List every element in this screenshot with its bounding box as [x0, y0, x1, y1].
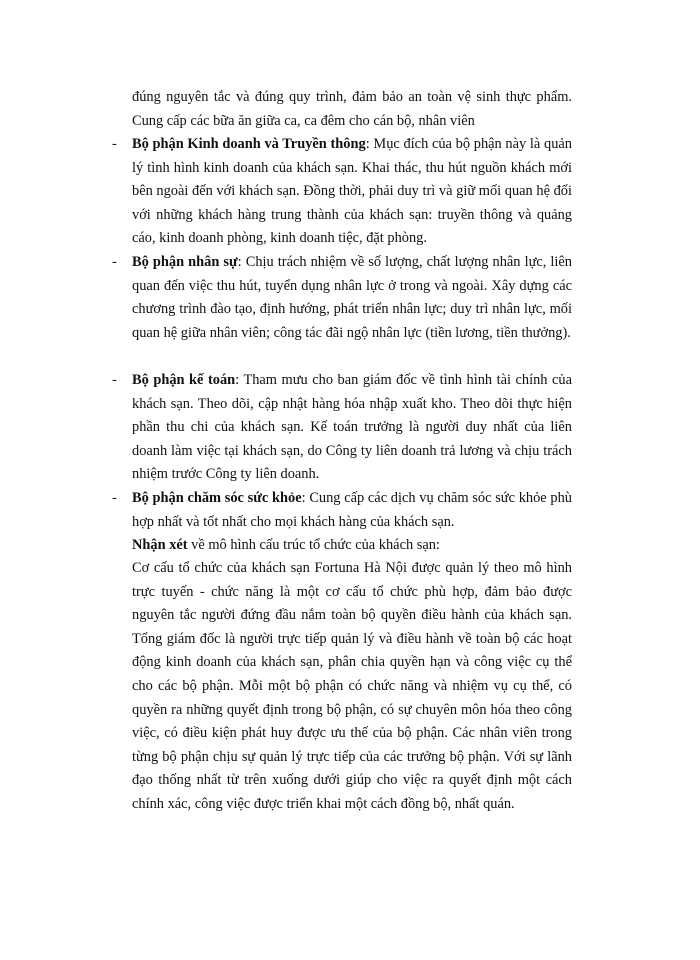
- bullet-dash: -: [112, 136, 117, 152]
- bullet-health-care: [132, 487, 572, 534]
- remark-text: về mô hình cấu trúc tổ chức của khách sạn:: [187, 537, 440, 553]
- bullet-text: : Cung cấp các dịch vụ chăm sóc sức khỏe phù hợp nhất và tốt nhất cho mọi khách hàng của khách sạn.: [132, 490, 572, 530]
- bullet-heading: Bộ phận Kinh doanh và Truyền thông: [132, 136, 366, 152]
- bullet-heading: Bộ phận chăm sóc sức khỏe: [132, 490, 302, 506]
- bullet-heading: Bộ phận nhân sự: [132, 254, 238, 270]
- bullet-accounting: [132, 369, 572, 487]
- bullet-human-resources: [132, 251, 572, 345]
- bullet-text: : Chịu trách nhiệm về số lượng, chất lượng nhân lực, liên quan đến việc thu hút, tuyển dụng nhân lực ở trong và ngoài. Xây dựng các chương trình đào tạo, định hướng, phát triển nhân lực; duy trì nhân lực, mối quan hệ giữa nhân viên; công tác đãi ngộ nhân lực (tiền lương, tiền thưởng).: [132, 254, 573, 341]
- bullet-heading: Bộ phận kế toán: [132, 372, 236, 388]
- bullet-sales-marketing: [132, 133, 572, 251]
- continuation-paragraph: đúng nguyên tắc và đúng quy trình, đảm bảo an toàn vệ sinh thực phẩm. Cung cấp các bữa ăn giữa ca, ca đêm cho cán bộ, nhân viên: [132, 89, 572, 129]
- remark-line: [132, 534, 572, 558]
- bullet-text: : Mục đích của bộ phận này là quản lý tình hình kinh doanh của khách sạn. Khai thác, thu hút nguồn khách mới bên ngoài đến với khách sạn. Đồng thời, phải duy trì và giữ mối quan hệ đối với những khách hàng trung thành của khách sạn: truyền thông và quảng cáo, kinh doanh phòng, kinh doanh tiệc, đặt phòng.: [132, 136, 572, 247]
- structure-assessment-paragraph: Cơ cấu tổ chức của khách sạn Fortuna Hà Nội được quản lý theo mô hình trực tuyến - chức năng là một cơ cấu tổ chức phù hợp, đảm bảo được nguyên tắc người đứng đầu nắm toàn bộ quyền điều hành của khách sạn. Tổng giám đốc là người trực tiếp quản lý và điều hành về toàn bộ các hoạt động kinh doanh của khách sạn, phân chia quyền hạn và công việc cụ thể cho các bộ phận. Mỗi một bộ phận có chức năng và nhiệm vụ cụ thể, có quyền ra những quyết định trong bộ phận, có sự chuyên môn hóa theo công việc, có điều kiện phát huy được ưu thế của bộ phận. Các nhân viên trong từng bộ phận chịu sự quản lý trực tiếp của các trưởng bộ phận. Với sự lãnh đạo thống nhất từ trên xuống dưới giúp cho việc ra quyết định một cách chính xác, công việc được triển khai một cách đồng bộ, nhất quán.: [132, 560, 572, 812]
- bullet-text: : Tham mưu cho ban giám đốc về tình hình tài chính của khách sạn. Theo dõi, cập nhật hàng hóa nhập xuất kho. Theo dõi thực hiện phần thu chi của khách sạn. Kế toán trưởng là người duy nhất của liên doanh làm việc tại khách sạn, do Công ty liên doanh trả lương và chịu trách nhiệm trước Công ty liên doanh.: [132, 372, 572, 483]
- bullet-dash: -: [112, 490, 117, 506]
- bullet-dash: -: [112, 254, 117, 270]
- bullet-dash: -: [112, 372, 117, 388]
- remark-heading: Nhận xét: [132, 537, 188, 553]
